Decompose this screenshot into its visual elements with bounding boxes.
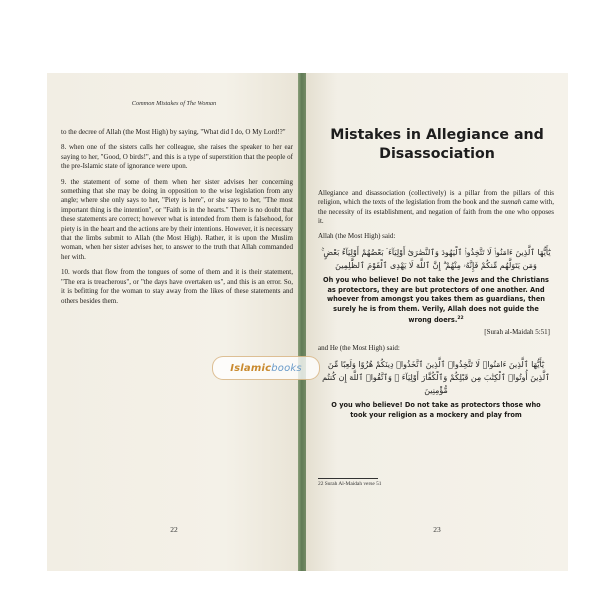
verse-intro: Allah (the Most High) said: [318, 231, 396, 240]
watermark-logo [212, 356, 320, 380]
chapter-title-line: Mistakes in Allegiance and [330, 127, 544, 143]
right-page-body [318, 189, 554, 420]
chapter-title-line: Disassociation [379, 146, 495, 162]
paragraph: to the decree of Allah (the Most High) by saying, "What did I do, O My Lord!?" [61, 128, 286, 136]
footnote-divider [318, 478, 378, 479]
arabic-verse: يَٰٓأَيُّهَا ٱلَّذِينَ ءَامَنُوا۟ لَا تَتَّخِذُوا۟ ٱلْيَهُودَ وَٱلنَّصَٰرَىٰٓ أَوْلِيَآءَ ۘ بَعْضُهُمْ أَوْلِيَآءُ بَعْضٍ ۚ وَمَن يَتَوَلَّهُم مِّنكُمْ فَإِنَّهُۥ مِنْهُمْ ۗ إِنَّ ٱللَّهَ لَا يَهْدِى ٱلْقَوْمَ ٱلظَّٰلِمِينَ [321, 248, 551, 271]
page-number-left: 22 [170, 525, 178, 534]
running-head: Common Mistakes of The Woman [131, 100, 217, 107]
verse-translation [322, 276, 550, 326]
verse-reference: [Surah al-Maidah 5:51] [484, 328, 550, 337]
arabic-verse: يَٰٓأَيُّهَا ٱلَّذِينَ ءَامَنُوا۟ لَا تَتَّخِذُوا۟ ٱلَّذِينَ ٱتَّخَذُوا۟ دِينَكُمْ هُزُوًا وَلَعِبًا مِّنَ ٱلَّذِينَ أُوتُوا۟ ٱلْكِتَٰبَ مِن قَبْلِكُمْ وَٱلْكُفَّارَ أَوْلِيَآءَ ۚ وَٱتَّقُوا۟ ٱللَّهَ إِن كُنتُم مُّؤْمِنِينَ [322, 360, 550, 395]
right-page [306, 73, 568, 571]
intro-text: Allegiance and disassociation (collectively) is a pillar from the pillars of this religion, which the texts of the legislation from the book and the [318, 189, 554, 207]
paragraph: 8. when one of the sisters calls her colleague, she raises the speaker to her ear saying to her, "Good, O birds!", and this is a type of superstition that the people of the pre-Islamic state of ignorance were upon. [61, 143, 293, 171]
intro-sunnah: sunnah [501, 198, 522, 207]
watermark-text: books [271, 362, 302, 374]
intro-paragraph [318, 189, 554, 227]
paragraph: 9. the statement of some of them when her sister advises her concerning something that she may be doing in opposition to the wise legislation from any angle; where she only says to her, "Piety is here", or she says to her, "The most important thing is the intention", or "Faith is in the hearts." There is no doubt that these statements are correct; however what is intended from them is falsehood, for piety is in the heart and the actions are by their intentions. However, it is necessary that the limbs submit to Allah (the Most High). Rather, it is upon the Muslim woman, when her sister advises her, to answer to the truth that Allah commanded her with. [61, 177, 294, 261]
intro-text: came with, the necessity of its establishment, and negation of faith from the one who opposes it. [318, 198, 554, 226]
paragraph: 10. words that flow from the tongues of some of them and it is their statement, "The era is treacherous", or "the days have overtaken us", and this is an error. So, it is befitting for the woman to stay away from the likes of these statements and others besides them. [61, 268, 293, 305]
translation-text: Oh you who believe! Do not take the Jews and the Christians as protectors, they are but protectors of one another. And whoever from amongst you takes them as guardians, then surely he is from them. Verily, Allah does not guide the wrong doers. [323, 276, 549, 325]
verse-intro: and He (the Most High) said: [318, 343, 400, 352]
chapter-title [306, 126, 568, 164]
verse-translation: O you who believe! Do not take as protectors those who took your religion as a mockery and play from [331, 401, 541, 419]
footnote: 22 Surah Al-Maidah verse 51 [318, 481, 382, 487]
footnote-marker: 22 [457, 316, 464, 322]
left-page-body [61, 128, 293, 312]
watermark-text: Islamic [230, 362, 272, 374]
page-number-right: 23 [433, 525, 441, 534]
left-page [47, 73, 301, 571]
